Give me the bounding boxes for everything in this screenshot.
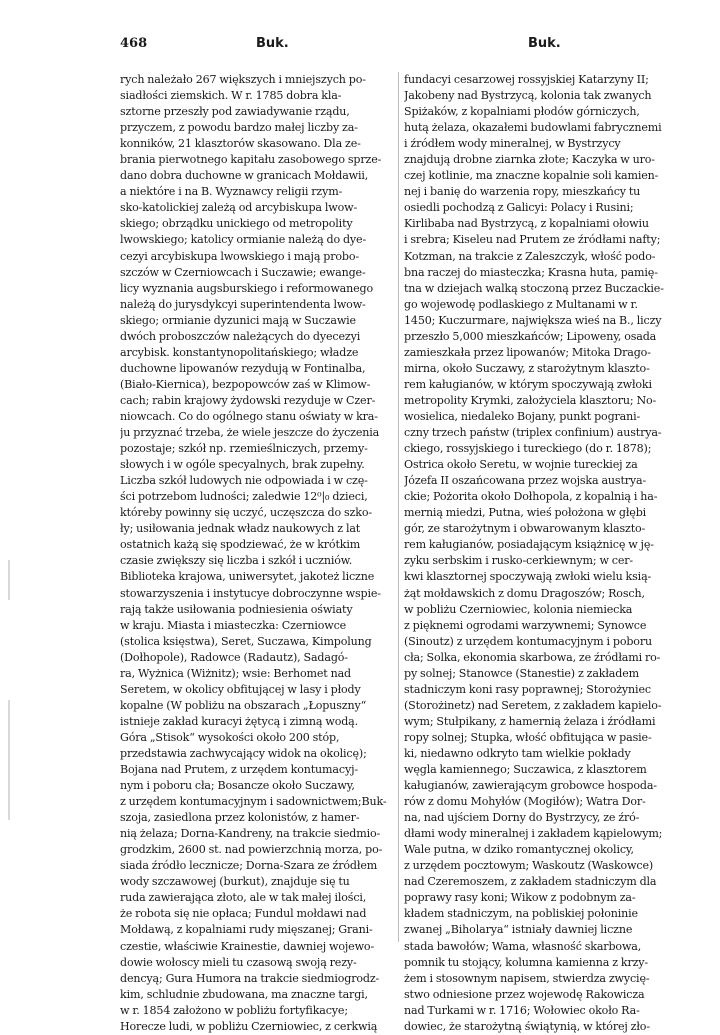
running-head-left: Buk. (256, 36, 289, 51)
left-text-column (120, 72, 394, 1035)
text-line: skiego; ormianie dyzunici mają w Suczawie (120, 313, 356, 327)
text-line: Liczba szkół ludowych nie odpowiada i w czę- (120, 474, 368, 488)
text-line: węgla kamiennego; Suczawica, z klasztorem (404, 763, 647, 777)
text-line: poprawy rasy koni; Wikow z podobnym za- (404, 891, 636, 905)
text-line: dowiec, że starożytną świątynią, w której zło- (404, 1019, 650, 1033)
text-line: Seretem, w okolicy obfitującej w lasy i płody (120, 682, 361, 696)
text-line: duchowne lipowanów rezydują w Fontinalba, (120, 361, 366, 375)
text-line: przedstawia zachwycający widok na okolicę); (120, 746, 367, 760)
text-line: ły; usiłowania jednak władz naukowych z lat (120, 522, 361, 536)
text-line: lwowskiego; katolicy ormianie należą do dye- (120, 233, 367, 247)
text-line: niowcach. Co do ogólnego stanu oświaty w kra- (120, 409, 378, 423)
text-line: czestie, właściwie Krainestie, dawniej wojewo- (120, 939, 375, 953)
margin-speck (8, 700, 10, 820)
text-line: znajdują drobne ziarnka złote; Kaczyka w uro- (404, 153, 655, 167)
text-line: rem kaługianów, posiadającym książnicę w ję- (404, 538, 654, 552)
text-line: 1450; Kuczurmare, największa wieś na B., liczy (404, 313, 662, 327)
text-line: ckiego, rossyjskiego i tureckiego (do r. 1878); (404, 442, 652, 456)
text-line: (Sinoutz) z urzędem kontumacyjnym i poboru (404, 634, 652, 648)
text-line: dwóch proboszczów należących do dyecezyi (120, 329, 361, 343)
text-line: kim, schludnie zbudowana, ma znaczne targi, (120, 987, 368, 1001)
text-line: konników, 21 klasztorów skasowano. Dla ze- (120, 137, 361, 151)
text-line: nią żelaza; Dorna-Kandreny, na trakcie siedmio- (120, 827, 381, 841)
text-line: przeszło 5,000 mieszkańców; Lipoweny, osada (404, 329, 657, 343)
text-line: w pobliżu Czerniowiec, kolonia niemiecka (404, 602, 633, 616)
text-line: z pięknemi ogrodami warzywnemi; Synowce (404, 618, 647, 632)
text-line: ra, Wyżnica (Wiżnitz); wsie: Berhomet nad (120, 666, 351, 680)
text-line: wym; Stułpikany, z hamernią żelaza i źródłami (404, 714, 656, 728)
text-line: sztorne przeszły pod zawiadywanie rządu, (120, 105, 350, 119)
text-line: dencyą; Gura Humora na trakcie siedmiogrodz- (120, 971, 380, 985)
text-line: ści potrzebom ludności; zaledwie 12⁰|₀ dzieci, (120, 490, 368, 504)
text-line: czej kotlinie, ma znaczne kopalnie soli kamien- (404, 169, 659, 183)
text-line: Jakobeny nad Bystrzycą, kolonia tak zwanych (404, 89, 652, 103)
text-line: brania pierwotnego kapitału zasobowego sprze- (120, 153, 382, 167)
page-header (120, 36, 680, 56)
text-line: zwanej „Biholarya“ istniały dawniej liczne (404, 923, 633, 937)
text-line: tna w dziejach walką stoczoną przez Buczackie- (404, 281, 664, 295)
running-head-right: Buk. (528, 36, 561, 51)
text-line: zyku serbskim i rusko-cerkiewnym; w cer- (404, 554, 634, 568)
text-line: szczów w Czerniowcach i Suczawie; ewange- (120, 265, 366, 279)
text-line: stowarzyszenia i instytucye dobroczynne wspie- (120, 586, 381, 600)
text-line: wody szczawowej (burkut), znajduje się tu (120, 875, 350, 889)
text-line: kopalne (W pobliżu na obszarach „Łopuszny“ (120, 698, 367, 712)
text-line: nad Czeremoszem, z zakładem stadniczym dla (404, 875, 657, 889)
text-line: py solnej; Stanowce (Stanestie) z zakładem (404, 666, 640, 680)
text-line: (Storożinetz) nad Seretem, z zakładem kapielo- (404, 698, 662, 712)
text-line: należą do jurysdykcyi superintendenta lwow- (120, 297, 366, 311)
text-line: z urzędem pocztowym; Waskoutz (Waskowce) (404, 859, 654, 873)
text-line: Mołdawą, z kopalniami rudy mięszanej; Grani- (120, 923, 373, 937)
text-line: rają także usiłowania podniesienia oświaty (120, 602, 353, 616)
text-line: kwi klasztornej spoczywają zwłoki wielu ksią- (404, 570, 652, 584)
text-line: (stolica księstwa), Seret, Suczawa, Kimpolung (120, 634, 372, 648)
text-line: metropolity Krymki, założyciela klasztoru; No- (404, 393, 657, 407)
text-line: Horecze ludi, w pobliżu Czerniowiec, z cerkwią (120, 1019, 378, 1033)
text-line: licy wyznania augsburskiego i reformowanego (120, 281, 374, 295)
text-line: stada bawołów; Wama, własność skarbowa, (404, 939, 642, 953)
text-line: a niektóre i na B. Wyznawcy religii rzym- (120, 185, 343, 199)
text-line: dano dobra duchowne w granicach Mołdawii, (120, 169, 369, 183)
text-line: ckie; Pożorita około Dołhopola, z kopalnią i ha- (404, 490, 658, 504)
text-line: stwo odniesione przez wojewodę Rakowicza (404, 987, 645, 1001)
text-line: rem kaługianów, w którym spoczywają zwłoki (404, 377, 652, 391)
text-line: czny trzech państw (triplex confinium) austrya- (404, 426, 662, 440)
text-line: cła; Solka, ekonomia skarbowa, ze źródłami ro- (404, 650, 661, 664)
text-line: nej i banię do warzenia ropy, mieszkańcy tu (404, 185, 641, 199)
text-line: siada źródło lecznicze; Dorna-Szara ze źródłem (120, 859, 378, 873)
text-line: Góra „Stisok“ wysokości około 200 stóp, (120, 730, 340, 744)
text-line: siadłości ziemskich. W r. 1785 dobra kla- (120, 89, 342, 103)
text-line: szoja, zasiedlona przez kolonistów, z hamer- (120, 811, 360, 825)
text-line: któreby powinny się uczyć, uczęszcza do szko- (120, 506, 372, 520)
text-line: Ostrica około Seretu, w wojnie tureckiej za (404, 458, 638, 472)
text-line: słowych i w ogóle specyalnych, brak zupełny. (120, 458, 365, 472)
text-line: ostatnich każą się spodziewać, że w krótkim (120, 538, 361, 552)
text-line: go wojewodę podlaskiego z Multanami w r. (404, 297, 638, 311)
text-line: osiedli pochodzą z Galicyi: Polacy i Rusini; (404, 201, 634, 215)
text-line: ki, niedawno odkryto tam wielkie pokłady (404, 746, 631, 760)
text-line: Spiżaków, z kopalniami płodów górniczych, (404, 105, 640, 119)
page-number: 468 (120, 36, 148, 51)
text-line: w kraju. Miasta i miasteczka: Czerniowce (120, 618, 347, 632)
text-line: hutą żelaza, okazałemi budowlami fabrycznemi (404, 121, 662, 135)
margin-speck (8, 560, 10, 600)
text-line: rów z domu Mohyłów (Mogiłów); Watra Dor- (404, 795, 646, 809)
text-line: (Dołhopole), Radowce (Radautz), Sadagó- (120, 650, 348, 664)
text-line: i srebra; Kiseleu nad Prutem ze źródłami nafty; (404, 233, 661, 247)
text-line: mernią miedzi, Putna, wieś położona w głębi (404, 506, 647, 520)
text-line: zamieszkała przez lipowanów; Mitoka Drago- (404, 345, 651, 359)
text-line: (Biało-Kiernica), bezpopowców zaś w Klimow- (120, 377, 371, 391)
text-line: z urzędem kontumacyjnym i sadownictwem;Buk- (120, 795, 387, 809)
text-line: kładem stadniczym, na pobliskiej połoninie (404, 907, 638, 921)
text-line: cezyi arcybiskupa lwowskiego i mają probo- (120, 249, 359, 263)
text-line: arcybisk. konstantynopolitańskiego; władze (120, 345, 359, 359)
text-line: Kotzman, na trakcie z Zaleszczyk, włość podo- (404, 249, 656, 263)
text-line: przyczem, z powodu bardzo małej liczby za- (120, 121, 358, 135)
text-line: cach; rabin krajowy żydowski rezyduje w Czer- (120, 393, 376, 407)
text-line: Bojana nad Prutem, z urzędem kontumacyj- (120, 763, 358, 777)
text-line: nym i poboru cła; Bosancze około Suczawy, (120, 779, 355, 793)
text-line: i źródłem wody mineralnej, w Bystrzycy (404, 137, 621, 151)
text-line: grodzkim, 2600 st. nad powierzchnią morza, po- (120, 843, 383, 857)
text-line: Biblioteka krajowa, uniwersytet, jakoteż liczne (120, 570, 375, 584)
text-line: istnieje zakład kuracyi żętycą i zimną wodą. (120, 714, 359, 728)
text-line: sko-katolickiej zależą od arcybiskupa lwow- (120, 201, 358, 215)
text-line: stadniczym koni rasy poprawnej; Storożyniec (404, 682, 651, 696)
text-line: żem i stosownym napisem, stwierdza zwycię- (404, 971, 650, 985)
text-line: Kirlibaba nad Bystrzycą, z kopalniami ołowiu (404, 217, 649, 231)
text-line: mirna, około Suczawy, z starożytnym klaszto- (404, 361, 650, 375)
text-line: rych należało 267 większych i mniejszych po- (120, 73, 366, 86)
text-line: nad Turkami w r. 1716; Wołowiec około Ra- (404, 1003, 640, 1017)
right-text-column (404, 72, 680, 1035)
text-line: dłami wody mineralnej i zakładem kąpielowym; (404, 827, 663, 841)
text-line: pozostaje; szkół np. rzemieślniczych, przemy- (120, 442, 368, 456)
text-line: Józefa II oszańcowana przez wojska austrya- (404, 474, 647, 488)
text-line: skiego; obrządku unickiego od metropolity (120, 217, 353, 231)
text-line: Wale putna, w dziko romantycznej okolicy, (404, 843, 634, 857)
text-line: wosielica, niedaleko Bojany, punkt pograni- (404, 409, 641, 423)
text-line: na, nad ujściem Dorny do Bystrzycy, ze źró- (404, 811, 640, 825)
text-line: fundacyi cesarzowej rossyjskiej Katarzyny II; (404, 73, 649, 86)
text-line: ropy solnej; Stupka, włość obfitująca w pasie- (404, 730, 652, 744)
text-line: bna raczej do miasteczka; Krasna huta, pamię- (404, 265, 658, 279)
text-line: w r. 1854 założono w pobliżu fortyfikacye; (120, 1003, 348, 1017)
text-line: że robota się nie opłaca; Fundul mołdawi nad (120, 907, 367, 921)
column-divider (398, 72, 399, 942)
text-line: kaługianów, zawierającym grobowce hospoda- (404, 779, 657, 793)
text-line: ju przyznać trzeba, że wiele jeszcze do życzenia (120, 426, 380, 440)
text-line: ruda zawierająca złoto, ale w tak małej ilości, (120, 891, 367, 905)
text-line: dowie wołoscy mieli tu czasową swoją rezy- (120, 955, 357, 969)
text-line: pomnik tu stojący, kolumna kamienna z krzy- (404, 955, 649, 969)
text-line: żąt mołdawskich z domu Dragoszów; Rosch, (404, 586, 645, 600)
text-line: gór, ze starożytnym i obwarowanym klaszto- (404, 522, 646, 536)
text-line: czasie zwiększy się liczba i szkół i uczniów. (120, 554, 353, 568)
